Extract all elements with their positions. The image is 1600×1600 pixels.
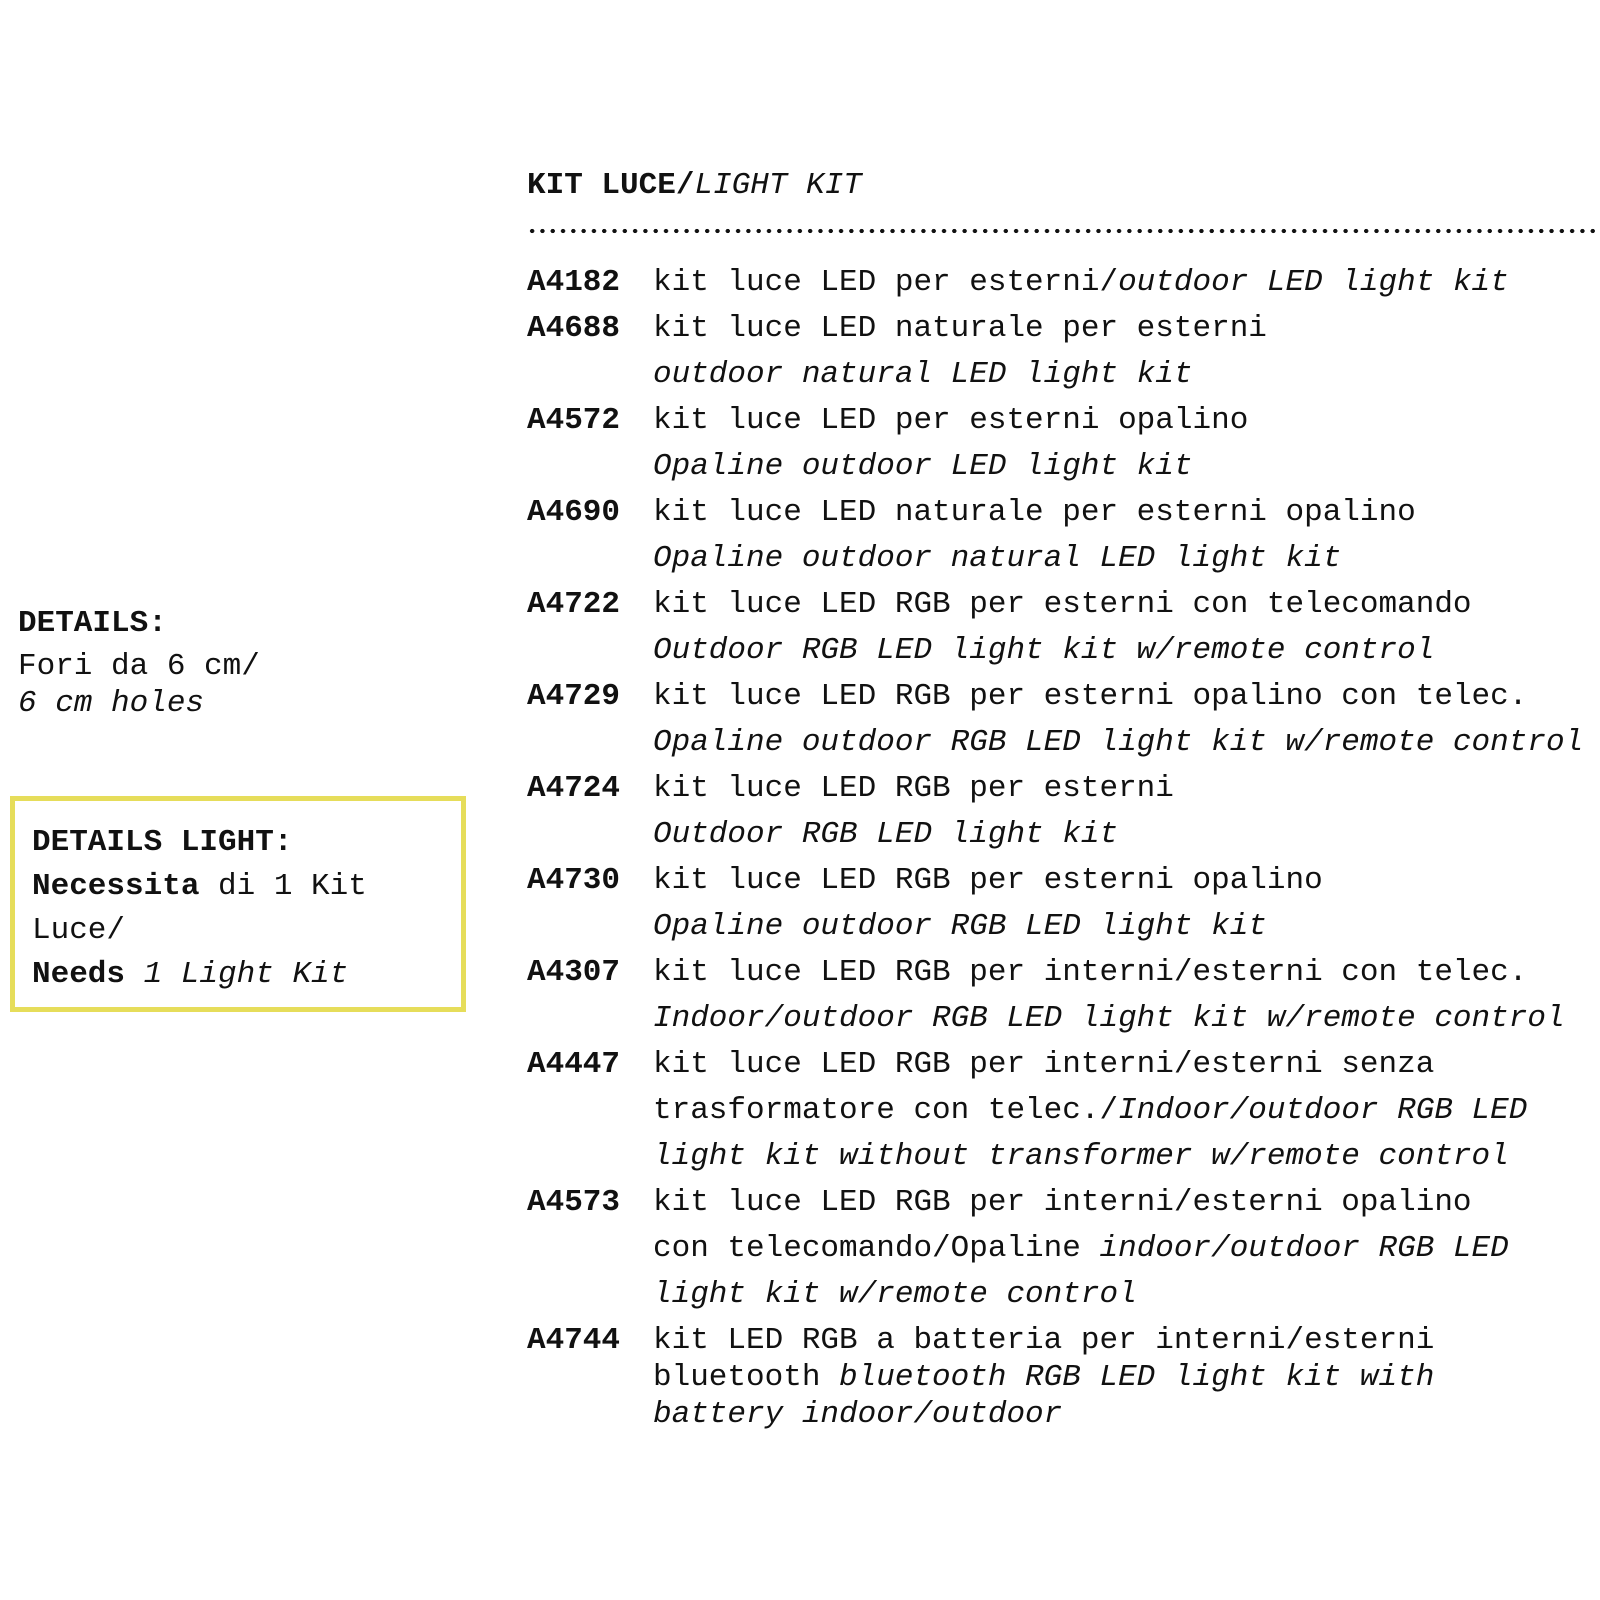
english-text: Opaline outdoor RGB LED light kit w/remote control — [653, 725, 1584, 760]
english-text: outdoor natural LED light kit — [653, 357, 1193, 392]
kit-item — [527, 260, 1600, 306]
english-text: Indoor/outdoor RGB LED — [1118, 1093, 1528, 1128]
needs-label-italian: Necessita — [32, 869, 200, 904]
kit-code: A4722 — [527, 587, 621, 622]
italian-text: bluetooth — [653, 1360, 840, 1395]
kit-item — [527, 306, 1600, 398]
kit-description-line — [653, 1042, 1600, 1088]
kit-description-line — [653, 352, 1600, 398]
kit-code: A4182 — [527, 265, 621, 300]
kit-code: A4688 — [527, 311, 621, 346]
kit-item — [527, 766, 1600, 858]
english-text: light kit w/remote control — [653, 1277, 1137, 1312]
kit-description-line — [653, 766, 1600, 812]
kit-description — [653, 950, 1600, 1042]
kit-description — [653, 306, 1600, 398]
kit-description — [653, 1180, 1600, 1318]
kit-description-line — [653, 1088, 1600, 1134]
kit-description-line — [653, 674, 1600, 720]
kit-description-line — [653, 1272, 1600, 1318]
kit-description-line — [653, 444, 1600, 490]
english-text: Opaline outdoor LED light kit — [653, 449, 1193, 484]
details-heading: DETAILS: — [18, 606, 167, 641]
kit-description-line — [653, 812, 1600, 858]
english-text: light kit without transformer w/remote control — [653, 1139, 1509, 1174]
english-text: indoor/outdoor RGB LED — [1099, 1231, 1509, 1266]
kit-code: A4730 — [527, 863, 621, 898]
italian-text: kit luce LED naturale per esterni — [653, 311, 1267, 346]
kit-code: A4690 — [527, 495, 621, 530]
italian-text: trasformatore con telec./ — [653, 1093, 1119, 1128]
kit-description — [653, 1042, 1600, 1180]
kit-description — [653, 398, 1600, 490]
details-holes-english: 6 cm holes — [18, 686, 205, 721]
english-text: battery indoor/outdoor — [653, 1397, 1063, 1432]
kit-code: A4729 — [527, 679, 621, 714]
english-text: outdoor LED light kit — [1118, 265, 1509, 300]
kit-description — [653, 766, 1600, 858]
kit-code: A4447 — [527, 1047, 621, 1082]
kit-description — [653, 260, 1600, 306]
needs-text-italian: di 1 Kit — [199, 869, 367, 904]
english-text: Opaline outdoor natural LED light kit — [653, 541, 1342, 576]
kit-item — [527, 858, 1600, 950]
kit-description-line — [653, 260, 1600, 306]
english-text: Outdoor RGB LED light kit — [653, 817, 1119, 852]
italian-text: kit luce LED RGB per esterni con telecomando — [653, 587, 1472, 622]
kit-description — [653, 858, 1600, 950]
kit-description-line — [653, 1396, 1600, 1433]
details-block — [18, 605, 260, 722]
kit-item — [527, 398, 1600, 490]
kit-description-line — [653, 536, 1600, 582]
kit-description-line — [653, 1226, 1600, 1272]
details-light-english — [32, 953, 461, 997]
details-holes-italian: Fori da 6 cm/ — [18, 649, 260, 684]
italian-text: kit LED RGB a batteria per interni/esterni — [653, 1323, 1435, 1358]
kit-item — [527, 582, 1600, 674]
kit-description-line — [653, 1322, 1600, 1359]
italian-text: kit luce LED per esterni opalino — [653, 403, 1249, 438]
kit-code: A4573 — [527, 1185, 621, 1220]
kit-item — [527, 490, 1600, 582]
kit-description-line — [653, 904, 1600, 950]
kit-description — [653, 582, 1600, 674]
kit-item — [527, 950, 1600, 1042]
kit-code: A4724 — [527, 771, 621, 806]
kit-code: A4307 — [527, 955, 621, 990]
english-text: Indoor/outdoor RGB LED light kit w/remote control — [653, 1001, 1565, 1036]
kit-description-line — [653, 858, 1600, 904]
italian-text: kit luce LED per esterni/ — [653, 265, 1119, 300]
kit-code: A4572 — [527, 403, 621, 438]
kit-description-line — [653, 720, 1600, 766]
kit-description-line — [653, 1180, 1600, 1226]
kit-description — [653, 1318, 1600, 1433]
needs-label-english: Needs — [32, 957, 126, 992]
title-italian: KIT LUCE/ — [527, 168, 695, 203]
kit-description-line — [653, 398, 1600, 444]
title-english: LIGHT KIT — [694, 168, 862, 203]
kit-item — [527, 1318, 1600, 1433]
dotted-divider — [527, 228, 1600, 234]
kit-description-line — [653, 306, 1600, 352]
kit-description — [653, 674, 1600, 766]
details-light-italian-2: Luce/ — [32, 913, 126, 948]
kit-description-line — [653, 582, 1600, 628]
kit-description-line — [653, 1134, 1600, 1180]
kit-item — [527, 1180, 1600, 1318]
needs-text-english: 1 Light Kit — [125, 957, 349, 992]
italian-text: kit luce LED RGB per interni/esterni senza — [653, 1047, 1435, 1082]
kit-description-line — [653, 950, 1600, 996]
section-title — [527, 166, 862, 206]
kit-description-line — [653, 628, 1600, 674]
kit-description-line — [653, 490, 1600, 536]
kit-description — [653, 490, 1600, 582]
italian-text: kit luce LED RGB per interni/esterni opalino — [653, 1185, 1472, 1220]
light-kit-list — [527, 260, 1600, 1433]
italian-text: kit luce LED RGB per esterni opalino — [653, 863, 1323, 898]
italian-text: kit luce LED naturale per esterni opalino — [653, 495, 1416, 530]
details-light-italian — [32, 865, 461, 909]
kit-code: A4744 — [527, 1323, 621, 1358]
italian-text: kit luce LED RGB per esterni opalino con telec. — [653, 679, 1528, 714]
italian-text: kit luce LED RGB per interni/esterni con telec. — [653, 955, 1528, 990]
kit-item — [527, 1042, 1600, 1180]
italian-text: con telecomando/Opaline — [653, 1231, 1100, 1266]
kit-item — [527, 674, 1600, 766]
kit-description-line — [653, 996, 1600, 1042]
english-text: Opaline outdoor RGB LED light kit — [653, 909, 1267, 944]
kit-description-line — [653, 1359, 1600, 1396]
english-text: bluetooth RGB LED light kit with — [839, 1360, 1435, 1395]
details-light-heading: DETAILS LIGHT: — [32, 825, 293, 860]
italian-text: kit luce LED RGB per esterni — [653, 771, 1174, 806]
details-light-box — [10, 796, 466, 1012]
english-text: Outdoor RGB LED light kit w/remote control — [653, 633, 1435, 668]
